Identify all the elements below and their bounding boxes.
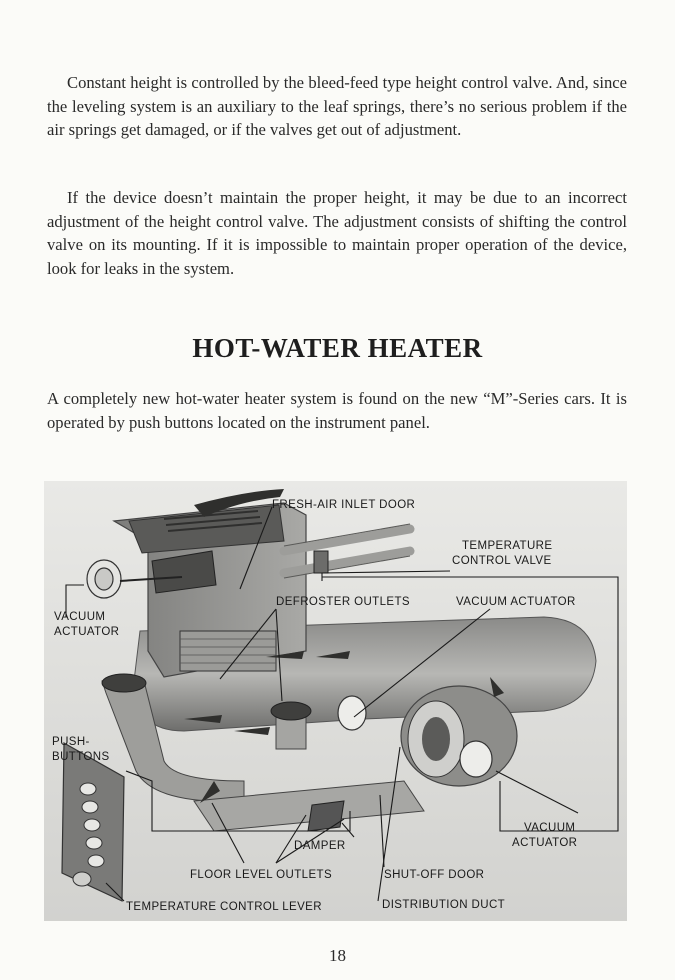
label-push-buttons-1: PUSH- xyxy=(52,736,90,748)
paragraph-height-adjustment: If the device doesn’t maintain the proper height, it may be due to an incorrect adjustment of the height control valve. The adjustment consists of shifting the control valve on its mounting. If it is impossible to maintain proper operation of the device, look for leaks in the system. xyxy=(47,188,627,278)
label-vacuum-actuator-right-1: VACUUM xyxy=(524,822,576,834)
page-number: 18 xyxy=(329,946,346,965)
label-push-buttons-2: BUTTONS xyxy=(52,751,110,763)
label-vacuum-actuator-left-2: ACTUATOR xyxy=(54,626,120,638)
paragraph-heater-intro: A completely new hot-water heater system is found on the new “M”-Series cars. It is operated by push buttons located on the instrument panel. xyxy=(47,389,627,432)
paragraph-height-control: Constant height is controlled by the bleed-feed type height control valve. And, since the leveling system is an auxiliary to the leaf springs, there’s no serious problem if the air springs get damaged, or if the valves get out of adjustment. xyxy=(47,73,627,139)
label-vacuum-actuator-left-1: VACUUM xyxy=(54,611,106,623)
section-heading: HOT-WATER HEATER xyxy=(192,333,483,363)
label-vacuum-actuator-top: VACUUM ACTUATOR xyxy=(456,596,576,608)
label-shut-off-door: SHUT-OFF DOOR xyxy=(384,869,485,881)
label-temperature-control-valve-2: CONTROL VALVE xyxy=(452,555,552,567)
label-floor-level-outlets: FLOOR LEVEL OUTLETS xyxy=(190,869,333,881)
label-temperature-control-valve-1: TEMPERATURE xyxy=(462,540,553,552)
label-fresh-air-inlet-door: FRESH-AIR INLET DOOR xyxy=(272,499,416,511)
label-defroster-outlets: DEFROSTER OUTLETS xyxy=(276,596,410,608)
heater-diagram-illustration xyxy=(44,481,627,921)
label-damper: DAMPER xyxy=(294,840,346,852)
label-distribution-duct: DISTRIBUTION DUCT xyxy=(382,899,506,911)
label-vacuum-actuator-right-2: ACTUATOR xyxy=(512,837,578,849)
label-temperature-control-lever: TEMPERATURE CONTROL LEVER xyxy=(126,901,322,913)
heater-diagram xyxy=(44,481,627,921)
